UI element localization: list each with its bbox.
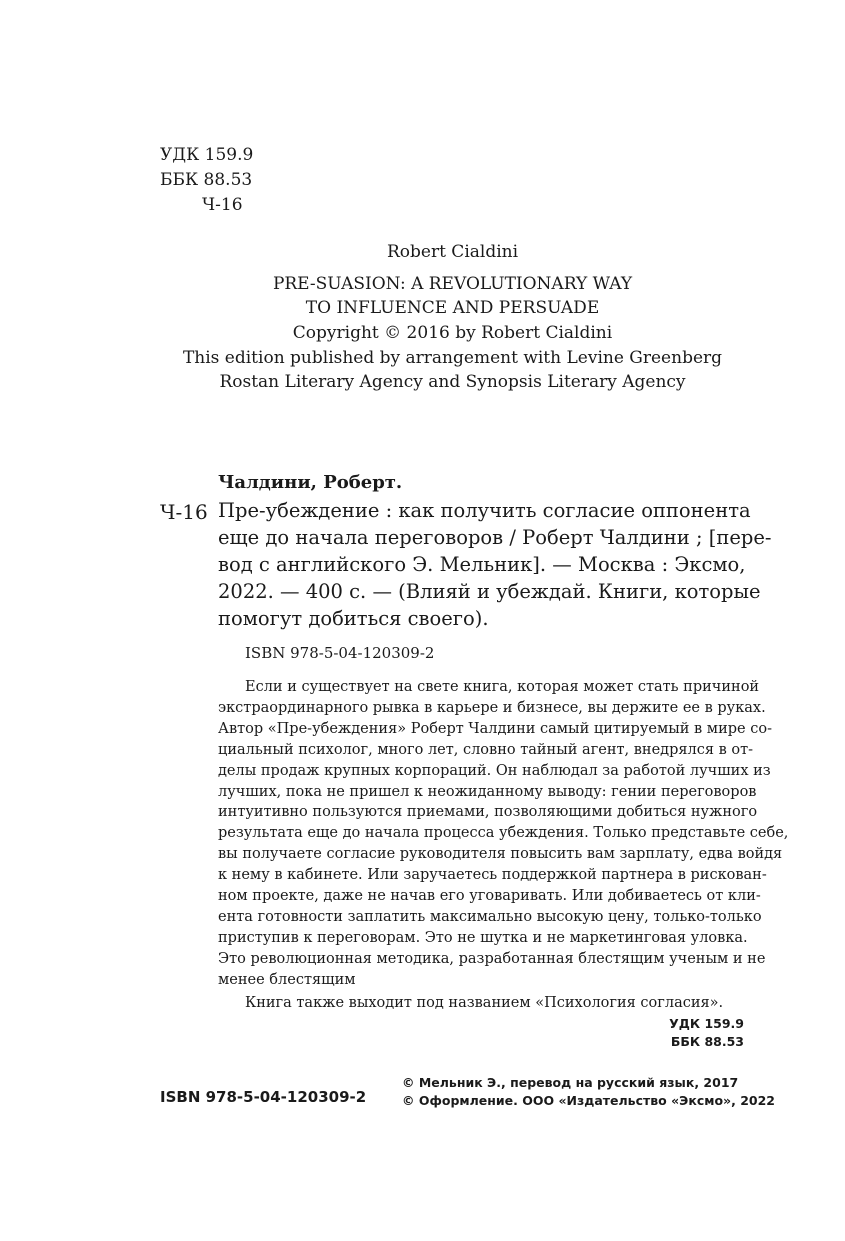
annotation-block bbox=[218, 677, 789, 1014]
footer-classification bbox=[560, 1015, 744, 1051]
entry-line: вод с английского Э. Мельник]. — Москва : Эксмо, bbox=[218, 553, 746, 576]
udk-code: УДК 159.9 bbox=[160, 145, 254, 165]
author-mark: Ч-16 bbox=[202, 195, 243, 215]
annotation-line: делы продаж крупных корпораций. Он наблюдал за работой лучших из bbox=[218, 762, 771, 779]
footer-udk: УДК 159.9 bbox=[669, 1016, 744, 1031]
original-copyright: Copyright © 2016 by Robert Cialdini bbox=[292, 323, 613, 343]
entry-description bbox=[218, 497, 772, 632]
entry-line: еще до начала переговоров / Роберт Чалдини ; [пере- bbox=[218, 526, 772, 549]
edition-line1: This edition published by arrangement with Levine Greenberg bbox=[182, 348, 723, 368]
entry-line: 2022. — 400 с. — (Влияй и убеждай. Книги, которые bbox=[218, 580, 761, 603]
footer-isbn: ISBN 978-5-04-120309-2 bbox=[160, 1088, 367, 1106]
annotation-line: лучших, пока не пришел к неожиданному выводу: гении переговоров bbox=[218, 783, 757, 800]
annotation-line: Это революционная методика, разработанная блестящим ученым и не bbox=[218, 950, 766, 967]
annotation-line: результата еще до начала процесса убеждения. Только представьте себе, bbox=[218, 825, 789, 842]
footer-copyrights bbox=[402, 1074, 775, 1110]
annotation-line: к нему в кабинете. Или заручаетесь поддержкой партнера в рискован- bbox=[218, 867, 767, 884]
copyright-translation: © Мельник Э., перевод на русский язык, 2017 bbox=[402, 1075, 739, 1090]
bbk-code: ББК 88.53 bbox=[160, 170, 253, 190]
original-title-line2: TO INFLUENCE AND PERSUADE bbox=[305, 298, 600, 318]
annotation-line: экстраординарного рывка в карьере и бизнесе, вы держите ее в руках. bbox=[218, 699, 766, 716]
annotation-line: Автор «Пре-убеждения» Роберт Чалдини самый цитируемый в мире со- bbox=[218, 720, 772, 737]
annotation-line: интуитивно пользуются приемами, позволяющими добиться нужного bbox=[218, 804, 758, 821]
entry-code: Ч-16 bbox=[160, 500, 208, 524]
classification-block bbox=[160, 143, 253, 218]
annotation-line: циальный психолог, много лет, словно тайный агент, внедрялся в от- bbox=[218, 741, 754, 758]
entry-heading: Чалдини, Роберт. bbox=[218, 472, 403, 493]
edition-line2: Rostan Literary Agency and Synopsis Literary Agency bbox=[219, 372, 686, 392]
copyright-design: © Оформление. ООО «Издательство «Эксмо», 2022 bbox=[402, 1093, 775, 1108]
footer-bbk: ББК 88.53 bbox=[670, 1034, 744, 1049]
original-author: Robert Cialdini bbox=[386, 242, 519, 262]
original-title-line1: PRE-SUASION: A REVOLUTIONARY WAY bbox=[272, 274, 633, 294]
annotation-line: приступив к переговорам. Это не шутка и не маркетинговая уловка. bbox=[218, 929, 748, 946]
annotation-line: Если и существует на свете книга, которая может стать причиной bbox=[245, 679, 760, 695]
annotation-line: менее блестящим bbox=[218, 971, 356, 988]
entry-line: помогут добиться своего). bbox=[218, 607, 489, 630]
annotation-line: ента готовности заплатить максимально высокую цену, только-только bbox=[218, 908, 762, 925]
annotation-line: вы получаете согласие руководителя повысить вам зарплату, едва войдя bbox=[218, 846, 783, 863]
original-edition-block bbox=[0, 238, 845, 394]
entry-line: Пре-убеждение : как получить согласие оппонента bbox=[218, 499, 751, 522]
entry-isbn: ISBN 978-5-04-120309-2 bbox=[245, 644, 435, 662]
alt-title-note: Книга также выходит под названием «Психология согласия». bbox=[245, 994, 724, 1011]
annotation-line: ном проекте, даже не начав его уговаривать. Или добиваетесь от кли- bbox=[218, 888, 761, 905]
